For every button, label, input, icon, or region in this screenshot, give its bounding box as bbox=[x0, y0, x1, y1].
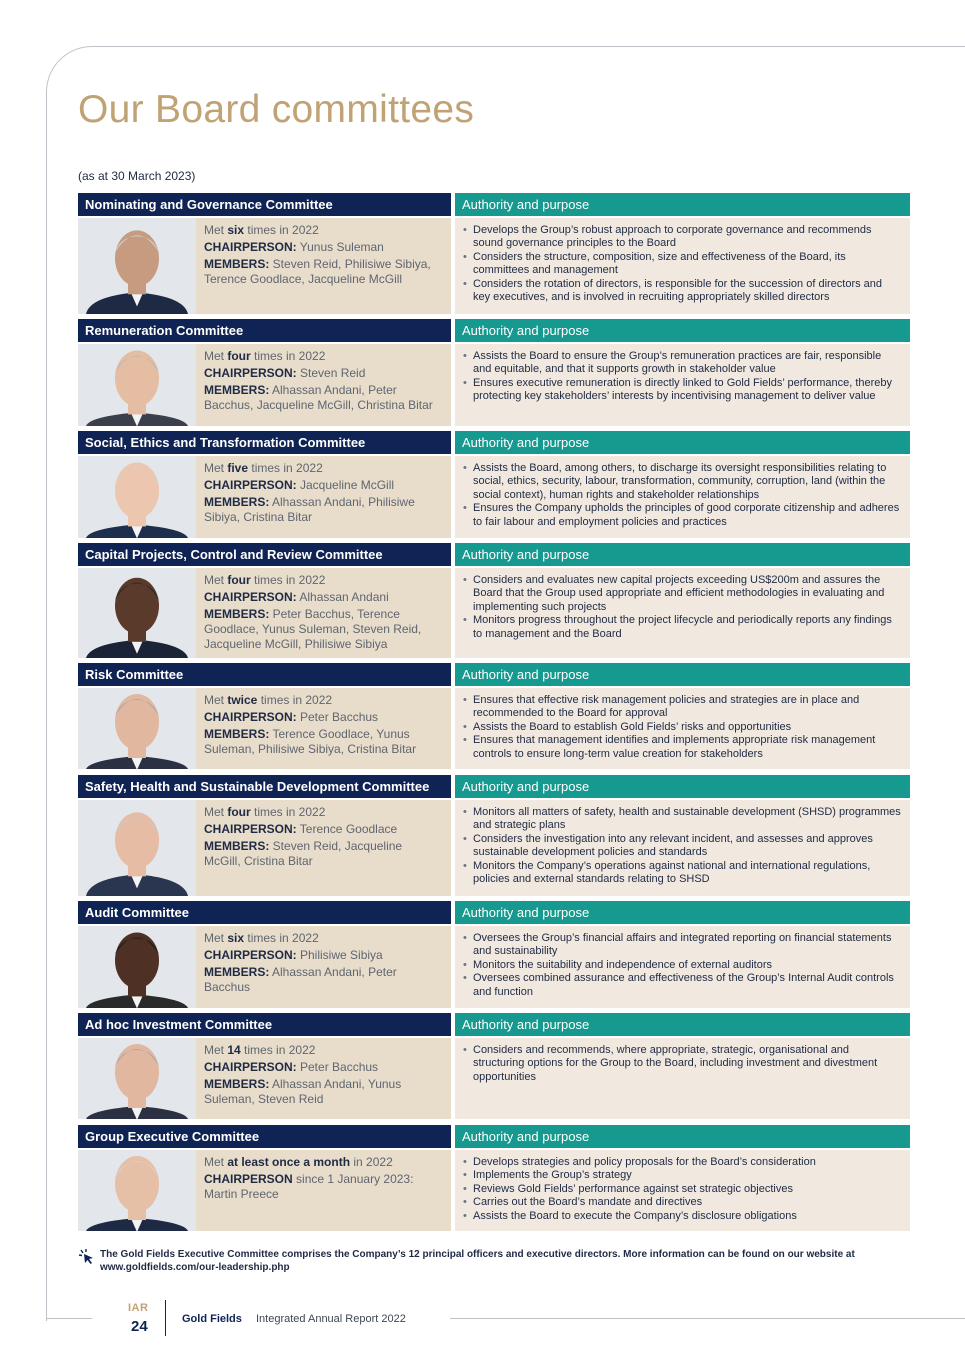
committee-name: Remuneration Committee bbox=[78, 319, 451, 342]
purpose-list bbox=[463, 462, 902, 529]
brand-name: Gold Fields bbox=[182, 1313, 242, 1325]
authority-purpose-panel bbox=[455, 193, 910, 314]
meeting-frequency bbox=[204, 1155, 441, 1170]
chairperson bbox=[204, 822, 441, 837]
page-title: Our Board committees bbox=[78, 88, 475, 131]
chairperson bbox=[204, 590, 441, 605]
chairperson-label: CHAIRPERSON: bbox=[204, 948, 297, 962]
chairperson-photo bbox=[78, 1038, 196, 1119]
authority-purpose-panel bbox=[455, 775, 910, 896]
chairperson-photo bbox=[78, 568, 196, 658]
page-number: 24 bbox=[131, 1318, 148, 1335]
frame-divider bbox=[450, 1318, 965, 1319]
met-count: 14 bbox=[227, 1043, 241, 1057]
committee-meta bbox=[204, 349, 441, 415]
authority-purpose-panel bbox=[455, 663, 910, 769]
committee-info bbox=[78, 1125, 451, 1231]
committee-panel bbox=[78, 193, 910, 314]
met-suffix: times in 2022 bbox=[250, 805, 326, 819]
committee-name: Safety, Health and Sustainable Development Committee bbox=[78, 775, 451, 798]
members bbox=[204, 839, 441, 869]
met-suffix: times in 2022 bbox=[244, 223, 319, 237]
members bbox=[204, 727, 441, 757]
authority-heading: Authority and purpose bbox=[455, 663, 910, 686]
report-title: Integrated Annual Report 2022 bbox=[256, 1313, 406, 1325]
committee-info bbox=[78, 431, 451, 538]
purpose-item: • Develops the Group’s robust approach to corporate governance and recommends sound governance principles to the Board bbox=[463, 224, 902, 251]
purpose-item: • Considers the structure, composition, size and effectiveness of the Board, its committees and management bbox=[463, 251, 902, 278]
members-label: MEMBERS: bbox=[204, 607, 270, 621]
chairperson bbox=[204, 478, 441, 493]
authority-heading: Authority and purpose bbox=[455, 901, 910, 924]
authority-body bbox=[455, 1038, 910, 1119]
meeting-frequency bbox=[204, 223, 441, 238]
members-names: Steven Reid, Philisiwe Sibiya, Terence Goodlace, Jacqueline McGill bbox=[204, 257, 431, 286]
met-count: five bbox=[227, 461, 249, 475]
committee-info bbox=[78, 193, 451, 314]
committee-meta bbox=[204, 805, 441, 871]
chairperson bbox=[204, 366, 441, 381]
committee-meta bbox=[204, 461, 441, 527]
chairperson-label: CHAIRPERSON: bbox=[204, 240, 297, 254]
authority-purpose-panel bbox=[455, 1125, 910, 1231]
met-prefix: Met bbox=[204, 693, 228, 707]
members bbox=[204, 495, 441, 525]
met-count: twice bbox=[227, 693, 258, 707]
purpose-item: • Assists the Board, among others, to discharge its oversight responsibilities relating to social, ethics, security, labour, transformation, community, corruption, land (within the social context), human rights and stakeholder relationships bbox=[463, 462, 902, 502]
purpose-item: • Ensures that effective risk management policies and strategies are in place and recommended to the Board for approval bbox=[463, 694, 902, 721]
members bbox=[204, 1077, 441, 1107]
committee-details bbox=[78, 1150, 451, 1231]
section-label: IAR bbox=[128, 1302, 149, 1314]
purpose-list bbox=[463, 350, 902, 404]
committee-info bbox=[78, 543, 451, 658]
authority-heading: Authority and purpose bbox=[455, 775, 910, 798]
committee-name: Audit Committee bbox=[78, 901, 451, 924]
committee-name: Social, Ethics and Transformation Committee bbox=[78, 431, 451, 454]
met-prefix: Met bbox=[204, 461, 228, 475]
purpose-item: • Ensures executive remuneration is directly linked to Gold Fields’ performance, thereby protecting key stakeholders’ interests by incentivising management to deliver value bbox=[463, 377, 902, 404]
met-suffix: times in 2022 bbox=[250, 573, 326, 587]
met-count: six bbox=[227, 931, 245, 945]
met-prefix: Met bbox=[204, 805, 228, 819]
committee-name: Ad hoc Investment Committee bbox=[78, 1013, 451, 1036]
committee-details bbox=[78, 568, 451, 658]
purpose-list bbox=[463, 1044, 902, 1084]
members bbox=[204, 383, 441, 413]
chairperson-label: CHAIRPERSON: bbox=[204, 478, 297, 492]
authority-body bbox=[455, 344, 910, 426]
committee-meta bbox=[204, 693, 441, 759]
purpose-item: • Assists the Board to establish Gold Fields’ risks and opportunities bbox=[463, 721, 902, 734]
authority-heading: Authority and purpose bbox=[455, 1013, 910, 1036]
met-prefix: Met bbox=[204, 573, 228, 587]
committee-info bbox=[78, 901, 451, 1008]
members bbox=[204, 607, 441, 652]
purpose-list bbox=[463, 694, 902, 761]
purpose-item: • Considers the rotation of directors, is responsible for the succession of directors and key executives, and is involved in recruiting appropriately skilled directors bbox=[463, 278, 902, 305]
meeting-frequency bbox=[204, 1043, 441, 1058]
members-names: Alhassan Andani, Peter Bacchus bbox=[204, 965, 397, 994]
chairperson-label: CHAIRPERSON: bbox=[204, 710, 297, 724]
chairperson-name: Terence Goodlace bbox=[296, 822, 398, 836]
chairperson bbox=[204, 240, 441, 255]
chairperson-name: Steven Reid bbox=[296, 366, 366, 380]
authority-body bbox=[455, 1150, 910, 1231]
met-suffix: times in 2022 bbox=[257, 693, 333, 707]
purpose-list bbox=[463, 574, 902, 641]
members-label: MEMBERS: bbox=[204, 727, 270, 741]
committee-meta bbox=[204, 573, 441, 654]
committee-name: Capital Projects, Control and Review Committee bbox=[78, 543, 451, 566]
purpose-item: • Oversees the Group’s financial affairs and integrated reporting on financial statements and sustainability bbox=[463, 932, 902, 959]
members-names: Alhassan Andani, Yunus Suleman, Steven Reid bbox=[204, 1077, 402, 1106]
meeting-frequency bbox=[204, 461, 441, 476]
authority-purpose-panel bbox=[455, 319, 910, 426]
members-label: MEMBERS: bbox=[204, 383, 270, 397]
chairperson-photo bbox=[78, 218, 196, 314]
purpose-item: • Carries out the Board’s mandate and directives bbox=[463, 1196, 902, 1209]
frame-divider bbox=[46, 1318, 92, 1319]
purpose-item: • Considers the investigation into any relevant incident, and assesses and approves sustainable development policies and standards bbox=[463, 833, 902, 860]
met-count: four bbox=[227, 805, 251, 819]
purpose-list bbox=[463, 932, 902, 999]
authority-heading: Authority and purpose bbox=[455, 543, 910, 566]
authority-heading: Authority and purpose bbox=[455, 319, 910, 342]
committee-meta bbox=[204, 223, 441, 289]
authority-heading: Authority and purpose bbox=[455, 193, 910, 216]
chairperson-photo bbox=[78, 800, 196, 896]
committee-details bbox=[78, 1038, 451, 1119]
purpose-item: • Monitors the Company’s operations against national and international regulations, policies and external standards relating to SHSD bbox=[463, 860, 902, 887]
met-prefix: Met bbox=[204, 1043, 228, 1057]
committee-panel bbox=[78, 319, 910, 426]
chairperson-label: CHAIRPERSON: bbox=[204, 590, 297, 604]
chairperson-photo bbox=[78, 1150, 196, 1231]
purpose-item: • Assists the Board to execute the Company’s disclosure obligations bbox=[463, 1210, 902, 1223]
meeting-frequency bbox=[204, 931, 441, 946]
chairperson-name: Philisiwe Sibiya bbox=[296, 948, 383, 962]
purpose-item: • Considers and recommends, where appropriate, strategic, organisational and structuring options for the Group to the Board, including investment and divestment opportunities bbox=[463, 1044, 902, 1084]
committee-details bbox=[78, 926, 451, 1008]
authority-purpose-panel bbox=[455, 543, 910, 658]
members-names: Terence Goodlace, Yunus Suleman, Philisiwe Sibiya, Cristina Bitar bbox=[204, 727, 417, 756]
met-count: six bbox=[227, 223, 245, 237]
committee-details bbox=[78, 218, 451, 314]
meeting-frequency bbox=[204, 805, 441, 820]
committee-name: Nominating and Governance Committee bbox=[78, 193, 451, 216]
footnote bbox=[78, 1248, 910, 1274]
purpose-list bbox=[463, 806, 902, 886]
authority-body bbox=[455, 456, 910, 538]
committee-name: Group Executive Committee bbox=[78, 1125, 451, 1148]
purpose-item: • Implements the Group’s strategy bbox=[463, 1169, 902, 1182]
members bbox=[204, 965, 441, 995]
members-label: MEMBERS: bbox=[204, 965, 270, 979]
committee-meta bbox=[204, 1043, 441, 1109]
committee-panel bbox=[78, 543, 910, 658]
committee-info bbox=[78, 775, 451, 896]
purpose-item: • Monitors all matters of safety, health and sustainable development (SHSD) programmes and strategic plans bbox=[463, 806, 902, 833]
chairperson-photo bbox=[78, 688, 196, 769]
authority-purpose-panel bbox=[455, 901, 910, 1008]
met-count: four bbox=[227, 349, 251, 363]
members-label: MEMBERS: bbox=[204, 495, 270, 509]
authority-body bbox=[455, 218, 910, 314]
authority-heading: Authority and purpose bbox=[455, 1125, 910, 1148]
members-names: Alhassan Andani, Peter Bacchus, Jacqueline McGill, Christina Bitar bbox=[204, 383, 433, 412]
purpose-list bbox=[463, 1156, 902, 1223]
committee-panel bbox=[78, 663, 910, 769]
members-label: MEMBERS: bbox=[204, 1077, 270, 1091]
chairperson bbox=[204, 948, 441, 963]
members-names: Peter Bacchus, Terence Goodlace, Yunus Suleman, Steven Reid, Jacqueline McGill, Philisiwe Sibiya bbox=[204, 607, 422, 651]
chairperson-name: Peter Bacchus bbox=[296, 1060, 379, 1074]
committee-meta bbox=[204, 931, 441, 997]
met-suffix: times in 2022 bbox=[250, 349, 326, 363]
footnote-text: The Gold Fields Executive Committee comprises the Company’s 12 principal officers and executive directors. More information can be found on our website at www.goldfields.com/our-leadership.php bbox=[100, 1249, 855, 1273]
chairperson-name: since 1 January 2023: Martin Preece bbox=[204, 1172, 414, 1201]
purpose-item: • Ensures that management identifies and implements appropriate risk management controls to ensure long-term value creation for stakeholders bbox=[463, 734, 902, 761]
footer-divider bbox=[165, 1300, 166, 1336]
meeting-frequency bbox=[204, 573, 441, 588]
purpose-item: • Monitors the suitability and independence of external auditors bbox=[463, 959, 902, 972]
committee-panel bbox=[78, 775, 910, 896]
authority-body bbox=[455, 688, 910, 769]
chairperson-label: CHAIRPERSON: bbox=[204, 822, 297, 836]
chairperson-name: Peter Bacchus bbox=[296, 710, 379, 724]
members-names: Alhassan Andani, Philisiwe Sibiya, Cristina Bitar bbox=[204, 495, 415, 524]
chairperson bbox=[204, 1060, 441, 1075]
committee-info bbox=[78, 319, 451, 426]
cursor-click-icon bbox=[78, 1248, 96, 1266]
chairperson-photo bbox=[78, 344, 196, 426]
authority-body bbox=[455, 568, 910, 658]
committee-name: Risk Committee bbox=[78, 663, 451, 686]
met-prefix: Met bbox=[204, 349, 228, 363]
met-count: four bbox=[227, 573, 251, 587]
chairperson-label: CHAIRPERSON bbox=[204, 1172, 293, 1186]
chairperson-name: Jacqueline McGill bbox=[296, 478, 395, 492]
met-prefix: Met bbox=[204, 1155, 228, 1169]
authority-body bbox=[455, 800, 910, 896]
committee-panel bbox=[78, 1125, 910, 1231]
meeting-frequency bbox=[204, 693, 441, 708]
authority-purpose-panel bbox=[455, 1013, 910, 1119]
committee-info bbox=[78, 663, 451, 769]
met-suffix: times in 2022 bbox=[240, 1043, 316, 1057]
members-names: Steven Reid, Jacqueline McGill, Cristina Bitar bbox=[204, 839, 403, 868]
committee-details bbox=[78, 344, 451, 426]
purpose-item: • Oversees combined assurance and effectiveness of the Group’s Internal Audit controls and function bbox=[463, 972, 902, 999]
meeting-frequency bbox=[204, 349, 441, 364]
met-suffix: in 2022 bbox=[350, 1155, 393, 1169]
committee-info bbox=[78, 1013, 451, 1119]
authority-body bbox=[455, 926, 910, 1008]
committee-details bbox=[78, 800, 451, 896]
committee-panel bbox=[78, 901, 910, 1008]
met-suffix: times in 2022 bbox=[248, 461, 323, 475]
chairperson-name: Yunus Suleman bbox=[296, 240, 384, 254]
purpose-item: • Reviews Gold Fields’ performance against set strategic objectives bbox=[463, 1183, 902, 1196]
met-prefix: Met bbox=[204, 931, 228, 945]
purpose-item: • Considers and evaluates new capital projects exceeding US$200m and assures the Board that the Group used appropriate and efficient methodologies in evaluating and implementing such projects bbox=[463, 574, 902, 614]
purpose-item: • Ensures the Company upholds the principles of good corporate citizenship and adheres to fair labour and employment policies and practices bbox=[463, 502, 902, 529]
chairperson-name: Alhassan Andani bbox=[296, 590, 389, 604]
chairperson-photo bbox=[78, 926, 196, 1008]
committee-details bbox=[78, 688, 451, 769]
chairperson-photo bbox=[78, 456, 196, 538]
members bbox=[204, 257, 441, 287]
purpose-item: • Assists the Board to ensure the Group’s remuneration practices are fair, responsible and equitable, and that it supports growth in stakeholder value bbox=[463, 350, 902, 377]
met-prefix: Met bbox=[204, 223, 228, 237]
committee-meta bbox=[204, 1155, 441, 1204]
members-label: MEMBERS: bbox=[204, 257, 270, 271]
committee-panel bbox=[78, 431, 910, 538]
chairperson-label: CHAIRPERSON: bbox=[204, 1060, 297, 1074]
authority-purpose-panel bbox=[455, 431, 910, 538]
committee-details bbox=[78, 456, 451, 538]
chairperson bbox=[204, 710, 441, 725]
authority-heading: Authority and purpose bbox=[455, 431, 910, 454]
met-suffix: times in 2022 bbox=[244, 931, 319, 945]
chairperson-label: CHAIRPERSON: bbox=[204, 366, 297, 380]
purpose-item: • Monitors progress throughout the project lifecycle and periodically reports any findings to management and the Board bbox=[463, 614, 902, 641]
as-at-date: (as at 30 March 2023) bbox=[78, 169, 196, 183]
chairperson bbox=[204, 1172, 441, 1202]
members-label: MEMBERS: bbox=[204, 839, 270, 853]
purpose-item: • Develops strategies and policy proposals for the Board’s consideration bbox=[463, 1156, 902, 1169]
committee-panel bbox=[78, 1013, 910, 1119]
purpose-list bbox=[463, 224, 902, 304]
met-count: at least once a month bbox=[227, 1155, 351, 1169]
